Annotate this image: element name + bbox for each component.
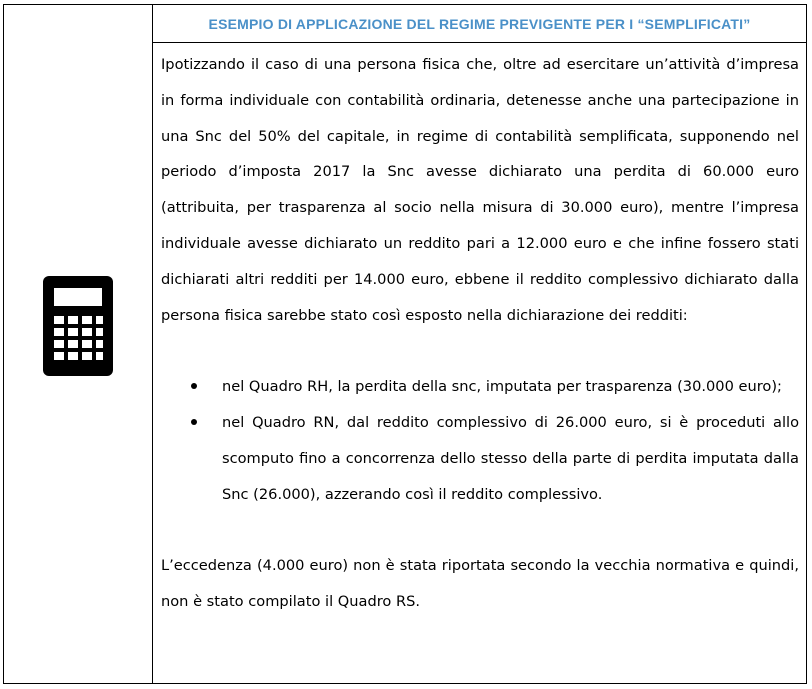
intro-paragraph: Ipotizzando il caso di una persona fisica che, oltre ad esercitare un’attività d’impresa in forma individuale con contabilità ordinaria, detenesse anche una partecipazione in una Snc del 50% del capitale, in regime di contabilità semplificata, supponendo nel periodo d’imposta 2017 la Snc avesse dichiarato una perdita di 60.000 euro (attribuita, per trasparenza al socio nella misura di 30.000 euro), mentre l’impresa individuale avesse dichiarato un reddito pari a 12.000 euro e che infine fossero stati dichiarati altri redditi per 14.000 euro, ebbene il reddito complessivo dichiarato dalla persona fisica sarebbe stato così esposto nella dichiarazione dei redditi: [161, 56, 799, 324]
bullet-list [161, 369, 799, 512]
bullet-text: nel Quadro RN, dal reddito complessivo di 26.000 euro, si è proceduti allo scomputo fino a concorrenza dello stesso della parte di perdita imputata dalla Snc (26.000), azzerando così il reddito complessivo. [222, 413, 799, 503]
list-item [161, 369, 799, 405]
bullet-icon [191, 383, 197, 389]
content-column [153, 5, 806, 683]
bullet-icon [191, 419, 197, 425]
conclusion-paragraph: L’eccedenza (4.000 euro) non è stata riportata secondo la vecchia normativa e quindi, non è stato compilato il Quadro RS. [161, 557, 799, 610]
box-content [153, 43, 806, 620]
calculator-icon [43, 276, 113, 376]
list-item [161, 405, 799, 512]
bullet-text: nel Quadro RH, la perdita della snc, imputata per trasparenza (30.000 euro); [222, 378, 782, 396]
icon-column [4, 5, 153, 683]
box-title: ESEMPIO DI APPLICAZIONE DEL REGIME PREVIGENTE PER I “SEMPLIFICATI” [153, 5, 806, 43]
example-box [3, 4, 807, 684]
